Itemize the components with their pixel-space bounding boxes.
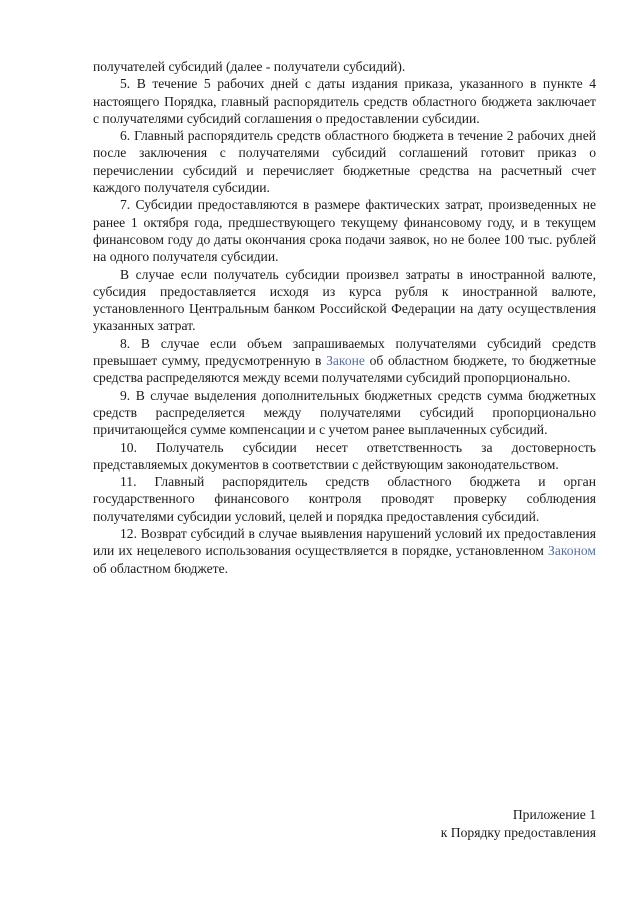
paragraph-9: 9. В случае выделения дополнительных бюджетных средств сумма бюджетных средств распределяется между получателями субсидий пропорционально причитающейся сумме компенсации и с учетом ранее выплаченных субсидий. — [93, 387, 596, 438]
paragraph-8 — [93, 335, 596, 387]
paragraph-8-text-after: об областном бюджете, то бюджетные средства распределяются между всеми получателями субсидий пропорционально. — [93, 353, 596, 386]
appendix-subtitle: к Порядку предоставления — [440, 825, 596, 840]
document-body — [93, 58, 596, 577]
appendix-heading — [441, 806, 596, 842]
paragraph-7-foreign-currency: В случае если получатель субсидии произвел затраты в иностранной валюте, субсидия предоставляется исходя из курса рубля к иностранной валюте, установленного Центральным банком Российской Федерации на дату осуществления указанных затрат. — [93, 266, 596, 334]
appendix-title: Приложение 1 — [512, 807, 596, 822]
law-link[interactable]: Законе — [326, 353, 365, 369]
paragraph-5: 5. В течение 5 рабочих дней с даты издания приказа, указанного в пункте 4 настоящего Порядка, главный распорядитель средств областного бюджета заключает с получателями субсидий соглашения о предоставлении субсидии. — [93, 76, 596, 126]
paragraph-12-text-before: 12. Возврат субсидий в случае выявления нарушений условий их предоставления или их нецелевого использования осуществляется в порядке, установленном — [93, 526, 596, 559]
paragraph-10: 10. Получатель субсидии несет ответственность за достоверность представляемых документов в соответствии с действующим законодательством. — [93, 439, 596, 472]
paragraph-11: 11. Главный распорядитель средств областного бюджета и орган государственного финансового контроля проводят проверку соблюдения получателями субсидии условий, целей и порядка предоставления субсидий. — [93, 474, 596, 524]
paragraph-6: 6. Главный распорядитель средств областного бюджета в течение 2 рабочих дней после заключения с получателями субсидий соглашений готовит приказ о перечислении субсидий и перечисляет бюджетные средства на расчетный счет каждого получателя субсидии. — [93, 128, 596, 196]
paragraph-7: 7. Субсидии предоставляются в размере фактических затрат, произведенных не ранее 1 октября года, предшествующего текущему финансовому году, и в текущем финансовом году до даты окончания срока подачи заявок, но не более 100 тыс. рублей на одного получателя субсидии. — [93, 197, 596, 265]
law-link[interactable]: Законом — [548, 543, 596, 559]
paragraph-8-text-before: 8. В случае если объем запрашиваемых получателями субсидий средств превышает сумму, предусмотренную в — [93, 335, 596, 369]
paragraph-12 — [93, 525, 596, 577]
paragraph-12-text-after: об областном бюджете. — [93, 560, 229, 576]
paragraph-continuation: получателей субсидий (далее - получатели субсидий). — [93, 59, 406, 74]
